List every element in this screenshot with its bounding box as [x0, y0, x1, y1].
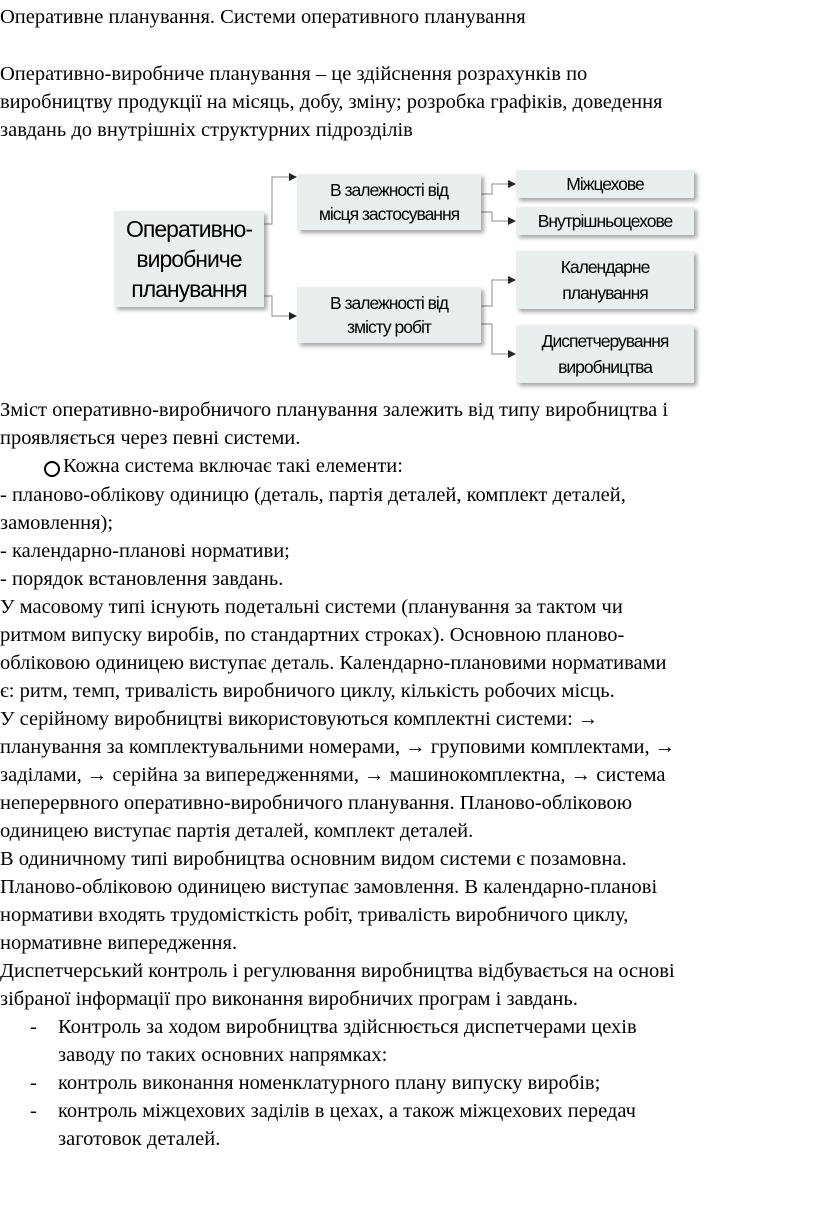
box-label: планування: [562, 283, 648, 303]
mass-line: обліковою одиницею виступає деталь. Календарно-плановими нормативами: [0, 652, 667, 674]
dash-item-line: заготовок деталей.: [58, 1128, 221, 1150]
box-label: Внутрішньоцехове: [537, 211, 673, 231]
operational-planning-box: [114, 211, 264, 307]
serial-line: У серійному виробництві використовуються комплектні системи: →: [0, 708, 599, 730]
dispatching-box: [516, 325, 694, 383]
serial-line: одиницею виступає партія деталей, комплект деталей.: [0, 820, 474, 842]
box-label: Міжцехове: [566, 174, 644, 194]
box-label: місця застосування: [318, 204, 460, 224]
single-line: В одиничному типі виробництва основним видом системи є позамовна.: [0, 848, 627, 870]
intradept-box: [516, 207, 694, 235]
planning-diagram: [0, 160, 816, 390]
mass-line: є: ритм, темп, тривалість виробничого циклу, кількість робочих місць.: [0, 680, 615, 702]
paragraph-line: проявляється через певні системи.: [0, 427, 301, 449]
element-line: замовлення);: [0, 512, 114, 534]
interdept-box: [516, 170, 694, 198]
paragraph-line: Зміст оперативно-виробничого планування залежить від типу виробництва і: [0, 399, 669, 421]
serial-line: неперервного оперативно-виробничого планування. Планово-обліковою: [0, 792, 633, 814]
single-line: нормативне випередження.: [0, 932, 238, 954]
dash-item-line: контроль міжцехових заділів в цехах, а також міжцехових передач: [58, 1100, 636, 1122]
element-line: - порядок встановлення завдань.: [0, 568, 284, 590]
calendar-planning-box: [516, 251, 694, 309]
dash-item-line: заводу по таких основних напрямках:: [58, 1044, 388, 1066]
dash-bullet: -: [30, 1100, 37, 1122]
circle-bullet-icon: [44, 461, 60, 477]
definition-line: завдань до внутрішніх структурних підрозділів: [0, 119, 413, 141]
box-label: В залежності від: [329, 180, 449, 200]
box-label: Оперативно-: [126, 216, 252, 242]
mass-line: У масовому типі існують подетальні системи (планування за тактом чи: [0, 596, 623, 618]
dash-bullet: -: [30, 1016, 37, 1038]
serial-line: заділами, → серійна за випередженнями, → машинокомплектна, → система: [0, 764, 666, 786]
element-line: - календарно-планові нормативи;: [0, 540, 290, 562]
single-line: нормативи входять трудомісткість робіт, тривалість виробничого циклу,: [0, 904, 629, 926]
dash-bullet: -: [30, 1072, 37, 1094]
dash-item-line: Контроль за ходом виробництва здійснюється диспетчерами цехів: [58, 1016, 637, 1038]
by-content-box: [297, 287, 481, 343]
box-label: Календарне: [560, 257, 650, 277]
dash-item-line: контроль виконання номенклатурного плану випуску виробів;: [58, 1072, 601, 1094]
single-line: Планово-обліковою одиницею виступає замовлення. В календарно-планові: [0, 876, 658, 898]
serial-line: планування за комплектувальними номерами, → груповими комплектами, →: [0, 736, 676, 758]
mass-line: ритмом випуску виробів, по стандартних строках). Основною планово-: [0, 624, 625, 646]
box-label: виробниче: [136, 246, 242, 272]
dispatch-line: Диспетчерський контроль і регулювання виробництва відбувається на основі: [0, 960, 675, 982]
definition-line: Оперативно-виробниче планування – це здійснення розрахунків по: [0, 63, 588, 85]
box-label: планування: [131, 276, 247, 302]
box-label: змісту робіт: [347, 317, 431, 337]
box-label: В залежності від: [329, 293, 449, 313]
bullet-intro: Кожна система включає такі елементи:: [63, 455, 403, 477]
box-label: виробництва: [558, 357, 652, 377]
element-line: - планово-облікову одиницю (деталь, партія деталей, комплект деталей,: [0, 484, 626, 506]
by-place-box: [297, 174, 481, 230]
box-label: Диспетчерування: [541, 331, 669, 351]
dispatch-line: зібраної інформації про виконання виробничих програм і завдань.: [0, 988, 578, 1010]
page-title: Оперативне планування. Системи оперативного планування: [0, 6, 526, 28]
definition-line: виробництву продукції на місяць, добу, зміну; розробка графіків, доведення: [0, 91, 663, 113]
